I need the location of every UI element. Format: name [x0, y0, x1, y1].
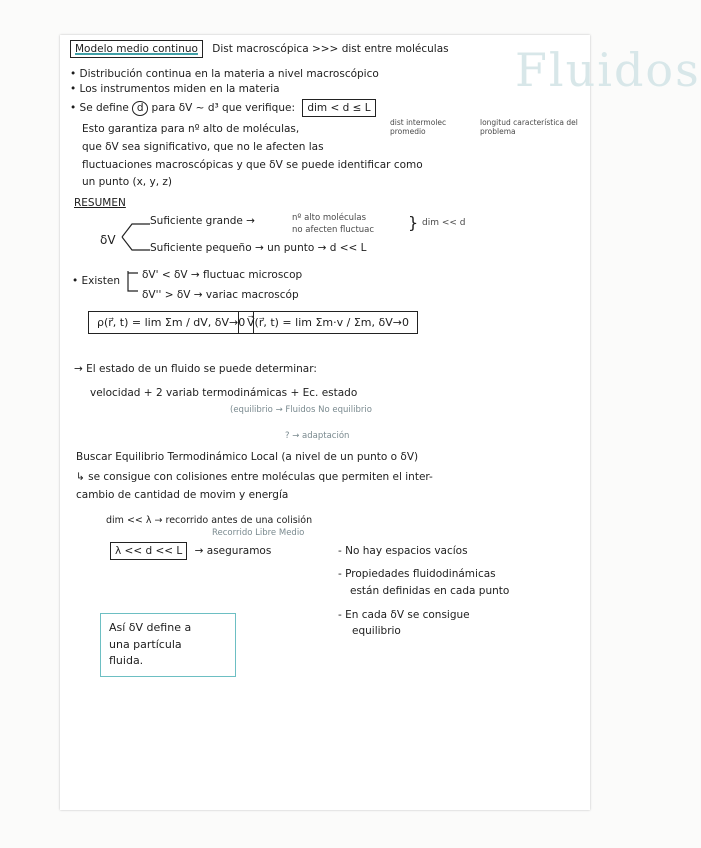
para-2: que δV sea significativo, que no le afecten las [82, 141, 324, 153]
box-line-3: fluida. [109, 654, 144, 667]
aseguramos-row [110, 545, 271, 558]
resumen-dim-cond: dim << d [422, 218, 466, 228]
buscar-line-3: cambio de cantidad de movim y energía [76, 489, 289, 501]
resumen-brace: } [408, 213, 419, 232]
para-1: Esto garantiza para nº alto de moléculas, [82, 123, 300, 135]
condition-box: dim < d ≤ L [302, 99, 375, 117]
bullet-2: • Los instrumentos miden en la materia [70, 83, 280, 95]
resumen-grande-b: no afecten fluctuac [292, 225, 375, 235]
estado-line-3: (equilibrio → Fluidos No equilibrio [230, 405, 372, 415]
para-4: un punto (x, y, z) [82, 176, 172, 188]
bullet-3-start: • Se define [70, 102, 129, 114]
title-box: Modelo medio continuo [70, 40, 203, 58]
resumen-branch [122, 219, 152, 255]
result-3: - En cada δV se consigue [338, 609, 470, 621]
estado-line-1: → El estado de un fluido se puede determinar: [74, 363, 317, 375]
resumen-grande-a: nº alto moléculas [292, 213, 367, 223]
estado-line-4: ? → adaptación [285, 431, 350, 441]
bullet-3-mid: para δV ~ d³ que verifique: [151, 102, 295, 114]
result-1: - No hay espacios vacíos [338, 545, 468, 557]
estado-line-2: velocidad + 2 variab termodinámicas + Ec. estado [90, 387, 358, 399]
existen-branch [126, 271, 140, 297]
existen-1: δV' < δV → fluctuac microscop [142, 269, 303, 281]
aseguramos-arrow: → aseguramos [194, 545, 272, 557]
existen-label: • Existen [72, 275, 120, 287]
buscar-line-1: Buscar Equilibrio Termodinámico Local (a nivel de un punto o δV) [76, 451, 419, 463]
bullet-1: • Distribución continua en la materia a nivel macroscópico [70, 68, 379, 80]
notebook-page [60, 35, 701, 810]
faded-title-watermark: Fluidos [515, 43, 701, 97]
result-3b: equilibrio [352, 625, 401, 637]
note-dim: dist intermolec promedio [390, 118, 447, 136]
header-subtitle: Dist macroscópica >>> dist entre moléculas [212, 43, 449, 55]
lambda-line-a: dim << λ → recorrido antes de una colisión [106, 515, 313, 526]
particle-definition-box [100, 613, 236, 677]
header-line [70, 43, 449, 56]
resumen-title: RESUMEN [74, 197, 126, 209]
lambda-line-b: Recorrido Libre Medio [212, 528, 305, 538]
resumen-dv: δV [100, 233, 116, 247]
resumen-grande: Suficiente grande → [150, 215, 255, 227]
para-3: fluctuaciones macroscópicas y que δV se puede identificar como [82, 159, 423, 171]
box-line-1: Así δV define a [109, 621, 192, 634]
velocity-formula: V⃗(r⃗, t) = lim Σm·v / Σm, δV→0 [238, 311, 418, 334]
resumen-pequeno: Suficiente pequeño → un punto → d << L [150, 242, 367, 254]
result-2b: están definidas en cada punto [350, 585, 510, 597]
density-formula: ρ(r⃗, t) = lim Σm / dV, δV→0 [88, 311, 254, 334]
bullet-3 [70, 101, 376, 116]
result-2: - Propiedades fluidodinámicas [338, 568, 496, 580]
d-circled: d [132, 101, 148, 116]
note-L: longitud característica del problema [480, 118, 578, 136]
existen-2: δV'' > δV → variac macroscóp [142, 289, 299, 301]
box-line-2: una partícula [109, 637, 182, 651]
buscar-line-2: ↳ se consigue con colisiones entre moléculas que permiten el inter- [76, 471, 433, 483]
lambda-box: λ << d << L [110, 542, 187, 560]
